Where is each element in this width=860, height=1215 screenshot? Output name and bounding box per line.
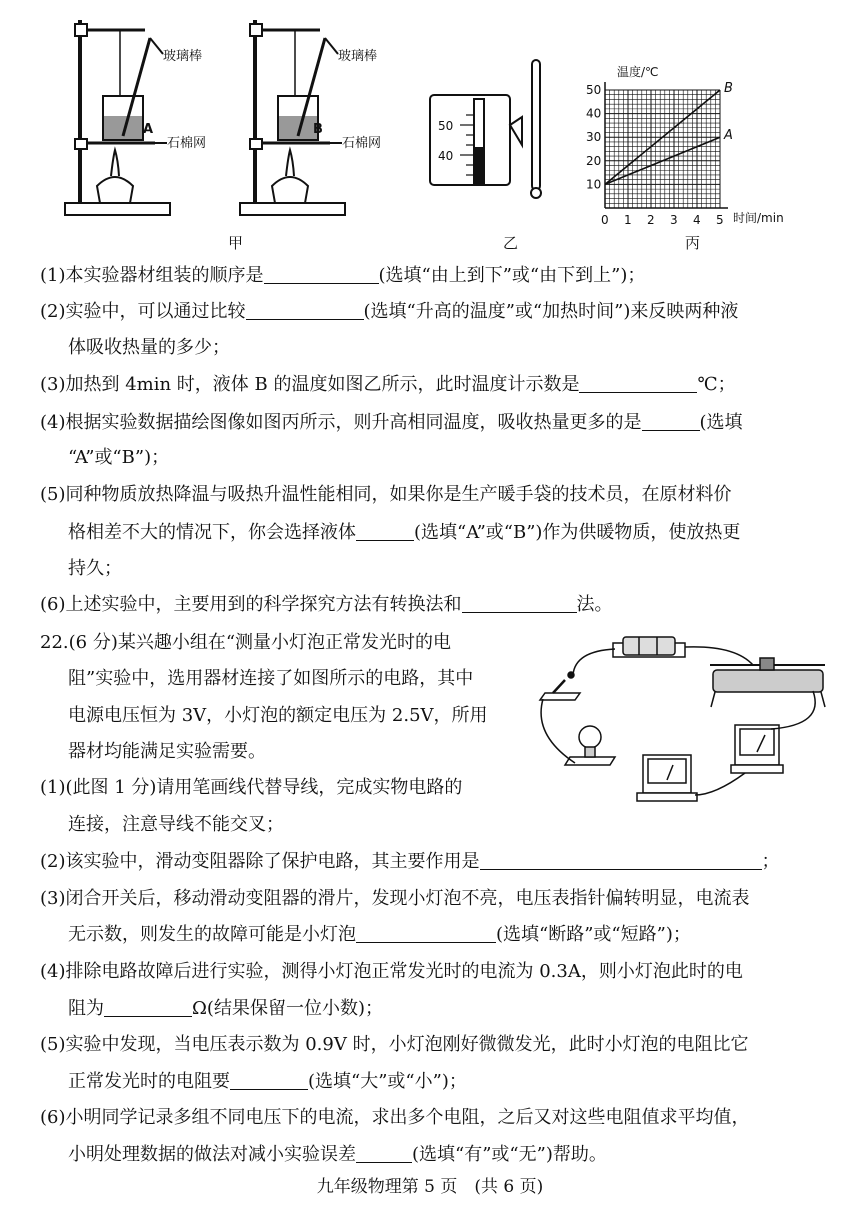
q21-answer-1[interactable] [264,261,379,284]
battery-icon [613,637,685,657]
q22-answer-3[interactable] [356,920,496,943]
glass-rod-label-1: 玻璃棒 [163,49,203,64]
q21-part-5-line-2: 格相差不大的情况下，你会选择液体 (选填“A”或“B”)作为供暖物质，使放热更 [68,515,740,551]
liquid-a-label: A [143,122,154,137]
temperature-time-chart [585,65,800,230]
asbestos-net-label-1: 石棉网 [167,136,207,151]
q22-part-5-line-2: 正常发光时的电阻要 (选填“大”或“小”)； [68,1064,467,1100]
q22-part-4: (4)排除电路故障后进行实验，测得小灯泡正常发光时的电流为 0.3A，则小灯泡此时的电 [40,961,743,982]
thermometer-tick-40: 40 [438,149,454,163]
q22-answer-4[interactable] [104,994,192,1017]
y-tick-label: 20 [586,153,602,168]
y-tick-label: 30 [586,130,602,145]
q21-answer-2[interactable] [246,297,364,320]
y-tick-label: 50 [586,83,602,97]
q21-answer-4[interactable] [642,408,700,431]
q22-answer-5[interactable] [230,1067,308,1090]
switch-icon [540,672,580,700]
asbestos-net-label-2: 石棉网 [342,136,382,151]
voltmeter-icon [731,725,783,773]
q22-part-6: (6)小明同学记录多组不同电压下的电流，求出多个电阻，之后又对这些电阻值求平均值， [40,1107,750,1128]
q21-part-5: (5)同种物质放热降温与吸热升温性能相同，如果你是生产暖手袋的技术员，在原材料价 [40,484,732,505]
q22-intro-2: 阻”实验中，选用器材连接了如图所示的电路，其中 [68,668,474,689]
x-tick-label: 1 [624,213,632,227]
q21-part-4: (4)根据实验数据描绘图像如图丙所示，则升高相同温度，吸收热量更多的是 (选填 [40,405,743,441]
x-tick-label: 3 [670,213,678,227]
q22-part-6-line-2: 小明处理数据的做法对减小实验误差 (选填“有”或“无”)帮助。 [68,1137,607,1173]
q21-part-2: (2)实验中，可以通过比较 (选填“升高的温度”或“加热时间”)来反映两种液 [40,294,738,330]
ammeter-icon [637,755,697,801]
q21-part-3: (3)加热到 4min 时，液体 B 的温度如图乙所示，此时温度计示数是 ℃； [40,367,736,403]
y-tick-label: 40 [586,106,602,121]
series-label-a: A [724,128,733,144]
q21-answer-5[interactable] [356,518,414,541]
q22-intro-1: 22.(6 分)某兴趣小组在“测量小灯泡正常发光时的电 [40,632,452,653]
heating-setup-a [65,20,170,215]
thermometer-tick-50: 50 [438,119,454,133]
q22-part-1: (1)(此图 1 分)请用笔画线代替导线，完成实物电路的 [40,777,463,798]
glass-rod-label-2: 玻璃棒 [338,49,378,64]
q21-answer-3[interactable] [579,370,697,393]
q22-part-3-line-2: 无示数，则发生的故障可能是小灯泡 (选填“断路”或“短路”)； [68,917,691,953]
q21-part-2-cont: 体吸收热量的多少； [68,337,230,358]
x-tick-label: 4 [693,213,701,227]
q22-part-4-line-2: 阻为 Ω(结果保留一位小数)； [68,991,383,1027]
chart-x-label: 时间/min [733,211,784,225]
figure-jia-caption: 甲 [228,234,244,252]
q22-answer-6[interactable] [356,1140,412,1163]
q21-part-6: (6)上述实验中，主要用到的科学探究方法有转换法和 法。 [40,587,613,623]
q21-answer-6[interactable] [462,590,577,613]
q21-part-4-cont: “A”或“B”)； [68,447,170,468]
bulb-icon [565,726,615,765]
figure-bing-caption: 丙 [685,234,701,252]
q22-part-2: (2)该实验中，滑动变阻器除了保护电路，其主要作用是 ； [40,844,780,880]
q21-part-1: (1)本实验器材组装的顺序是 (选填“由上到下”或“由下到上”)； [40,258,645,294]
series-label-b: B [724,81,733,96]
liquid-b-label: B [313,122,323,137]
figure-yi [420,55,560,205]
chart-grid [605,90,720,208]
q22-intro-3: 电源电压恒为 3V，小灯泡的额定电压为 2.5V，所用 [68,705,488,726]
figure-yi-caption: 乙 [503,234,519,252]
q22-part-5: (5)实验中发现，当电压表示数为 0.9V 时，小灯泡刚好微微发光，此时小灯泡的电阻比它 [40,1034,749,1055]
x-tick-label: 0 [601,213,609,227]
q22-answer-2[interactable] [480,847,762,870]
rheostat-icon [710,658,825,707]
q21-part-5-cont: 持久； [68,558,122,579]
circuit-figure [535,625,830,805]
page-footer: 九年级物理第 5 页 (共 6 页) [316,1177,544,1197]
chart-y-label: 温度/℃ [617,65,659,79]
x-tick-label: 2 [647,213,655,227]
q22-part-3: (3)闭合开关后，移动滑动变阻器的滑片，发现小灯泡不亮，电压表指针偏转明显，电流表 [40,888,750,909]
heating-setup-b [240,20,345,215]
q22-part-1-cont: 连接，注意导线不能交叉； [68,814,284,835]
figure-jia [55,8,395,223]
x-tick-label: 5 [716,213,724,227]
q22-intro-4: 器材均能满足实验需要。 [68,741,266,762]
y-tick-label: 10 [586,177,602,192]
